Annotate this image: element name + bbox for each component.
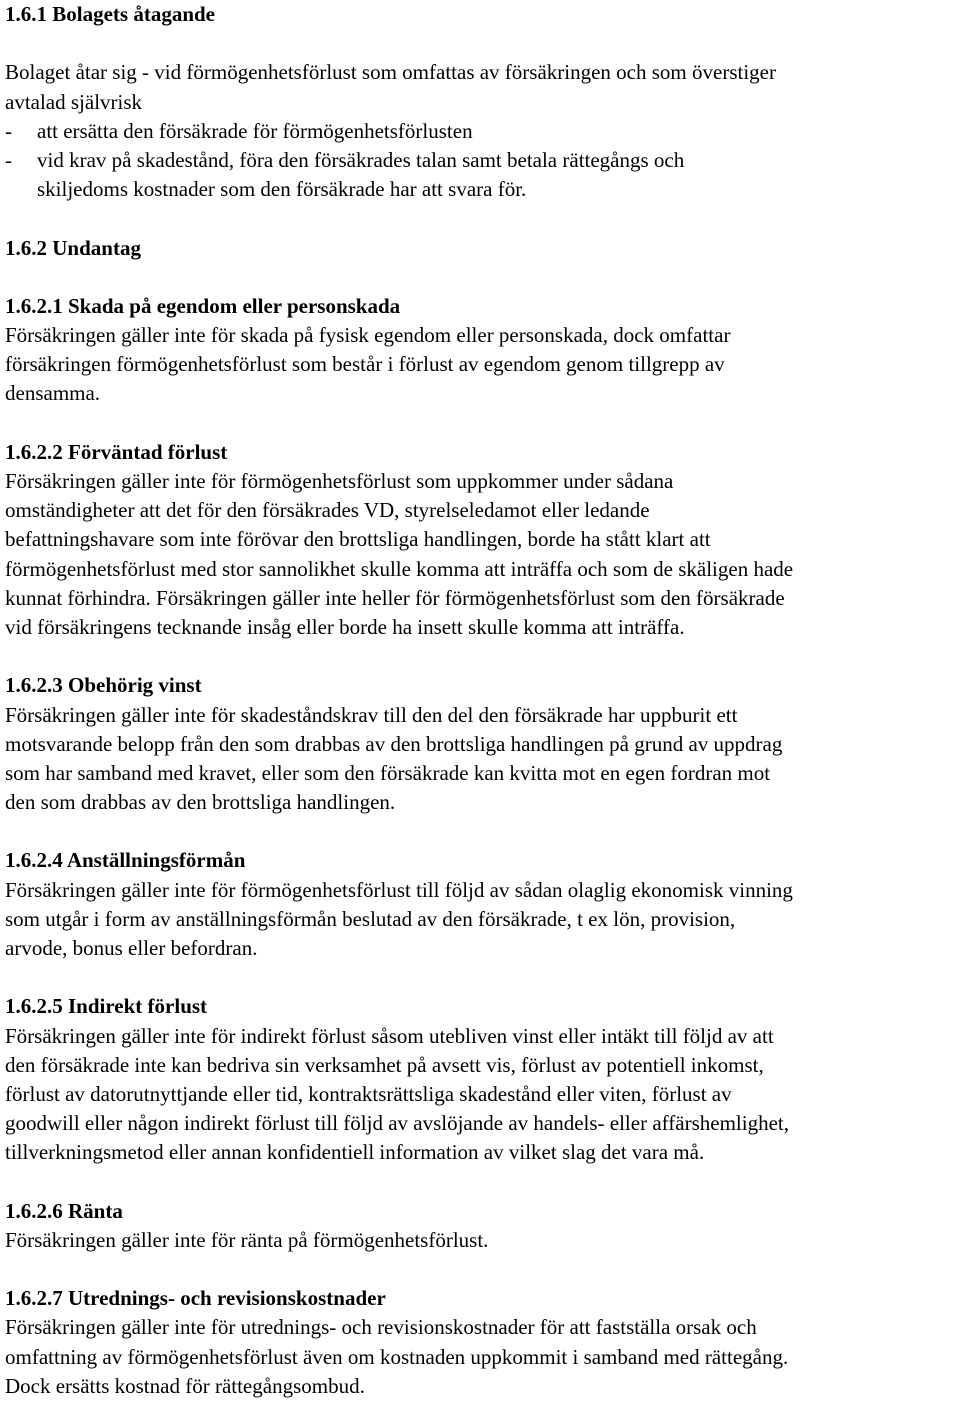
list-item bbox=[5, 146, 955, 175]
paragraph-line: Försäkringen gäller inte för förmögenhetsförlust som uppkommer under sådana bbox=[5, 469, 674, 493]
list-item bbox=[5, 117, 955, 146]
paragraph-line: tillverkningsmetod eller annan konfidentiell information av vilket slag det vara må. bbox=[5, 1140, 705, 1165]
section-heading-1-6-2-4: 1.6.2.4 Anställningsförmån bbox=[5, 848, 246, 873]
paragraph-line: som utgår i form av anställningsförmån beslutad av den försäkrade, t ex lön, provision, bbox=[5, 906, 736, 931]
paragraph-line: Dock ersätts kostnad för rättegångsombud. bbox=[5, 1373, 365, 1398]
spacer bbox=[5, 409, 955, 438]
paragraph-line: Bolaget åtar sig - vid förmögenhetsförlust som omfattas av försäkringen och som överstiger bbox=[5, 60, 776, 85]
paragraph-line: vid försäkringens tecknande insåg eller borde ha insett skulle komma att inträffa. bbox=[5, 614, 685, 639]
list-item-continuation: skiljedoms kostnader som den försäkrade har att svara för. bbox=[37, 177, 527, 202]
section-heading-1-6-1: 1.6.1 Bolagets åtagande bbox=[5, 2, 215, 26]
paragraph-line: som har samband med kravet, eller som den försäkrade kan kvitta mot en egen fordran mot bbox=[5, 760, 771, 785]
paragraph-line: motsvarande belopp från den som drabbas av den brottsliga handlingen på grund av uppdrag bbox=[5, 731, 783, 756]
paragraph-line: avtalad självrisk bbox=[5, 89, 143, 114]
paragraph-line: densamma. bbox=[5, 381, 101, 406]
paragraph-line: Försäkringen gäller inte för förmögenhetsförlust till följd av sådan olaglig ekonomisk vinning bbox=[5, 877, 793, 902]
paragraph-line: förmögenhetsförlust med stor sannolikhet skulle komma att inträffa och som de skäligen hade bbox=[5, 556, 794, 581]
spacer bbox=[5, 963, 955, 992]
list-item-text: att ersätta den försäkrade för förmögenhetsförlusten bbox=[37, 118, 473, 143]
section-heading-1-6-2-5: 1.6.2.5 Indirekt förlust bbox=[5, 994, 208, 1019]
section-heading-1-6-2-6: 1.6.2.6 Ränta bbox=[5, 1198, 123, 1223]
spacer bbox=[5, 263, 955, 292]
paragraph-line: kunnat förhindra. Försäkringen gäller inte heller för förmögenhetsförlust som den försäkrade bbox=[5, 585, 785, 610]
paragraph-line: försäkringen förmögenhetsförlust som består i förlust av egendom genom tillgrepp av bbox=[5, 352, 725, 377]
paragraph-line: Försäkringen gäller inte för utrednings- och revisionskostnader för att fastställa orsak och bbox=[5, 1315, 757, 1340]
spacer bbox=[5, 1255, 955, 1284]
section-heading-1-6-2-2: 1.6.2.2 Förväntad förlust bbox=[5, 439, 228, 464]
spacer bbox=[5, 817, 955, 846]
spacer bbox=[5, 642, 955, 671]
section-heading-1-6-2-7: 1.6.2.7 Utrednings- och revisionskostnader bbox=[5, 1286, 386, 1311]
paragraph-line: den som drabbas av den brottsliga handlingen. bbox=[5, 790, 396, 815]
list-dash: - bbox=[5, 147, 12, 172]
paragraph-line: Försäkringen gäller inte för indirekt förlust såsom utebliven vinst eller intäkt till följd av att bbox=[5, 1023, 774, 1048]
section-heading-1-6-2: 1.6.2 Undantag bbox=[5, 235, 141, 260]
paragraph-line: omständigheter att det för den försäkrades VD, styrelseledamot eller ledande bbox=[5, 498, 650, 523]
list-item-text: vid krav på skadestånd, föra den försäkrades talan samt betala rättegångs och bbox=[37, 147, 685, 172]
section-heading-1-6-2-3: 1.6.2.3 Obehörig vinst bbox=[5, 673, 202, 698]
section-heading-1-6-2-1: 1.6.2.1 Skada på egendom eller personskada bbox=[5, 293, 401, 318]
paragraph-line: den försäkrade inte kan bedriva sin verksamhet på avsett vis, förlust av potentiell inkomst, bbox=[5, 1052, 764, 1077]
spacer bbox=[5, 1168, 955, 1197]
paragraph-line: befattningshavare som inte förövar den brottsliga handlingen, borde ha stått klart att bbox=[5, 527, 711, 552]
spacer bbox=[5, 204, 955, 233]
paragraph-line: arvode, bonus eller befordran. bbox=[5, 936, 258, 960]
paragraph-line: omfattning av förmögenhetsförlust även om kostnaden uppkommit i samband med rättegång. bbox=[5, 1344, 789, 1369]
spacer bbox=[5, 29, 955, 58]
paragraph-line: Försäkringen gäller inte för skadeståndskrav till den del den försäkrade har uppburit ett bbox=[5, 702, 738, 727]
paragraph-line: goodwill eller någon indirekt förlust till följd av avslöjande av handels- eller affärshemlighet, bbox=[5, 1111, 789, 1136]
paragraph-line: förlust av datorutnyttjande eller tid, kontraktsrättsliga skadestånd eller viten, förlust av bbox=[5, 1081, 732, 1106]
document-page bbox=[5, 0, 955, 1401]
paragraph-line: Försäkringen gäller inte för skada på fysisk egendom eller personskada, dock omfattar bbox=[5, 323, 731, 348]
paragraph-line: Försäkringen gäller inte för ränta på förmögenhetsförlust. bbox=[5, 1227, 489, 1252]
list-dash: - bbox=[5, 118, 12, 143]
